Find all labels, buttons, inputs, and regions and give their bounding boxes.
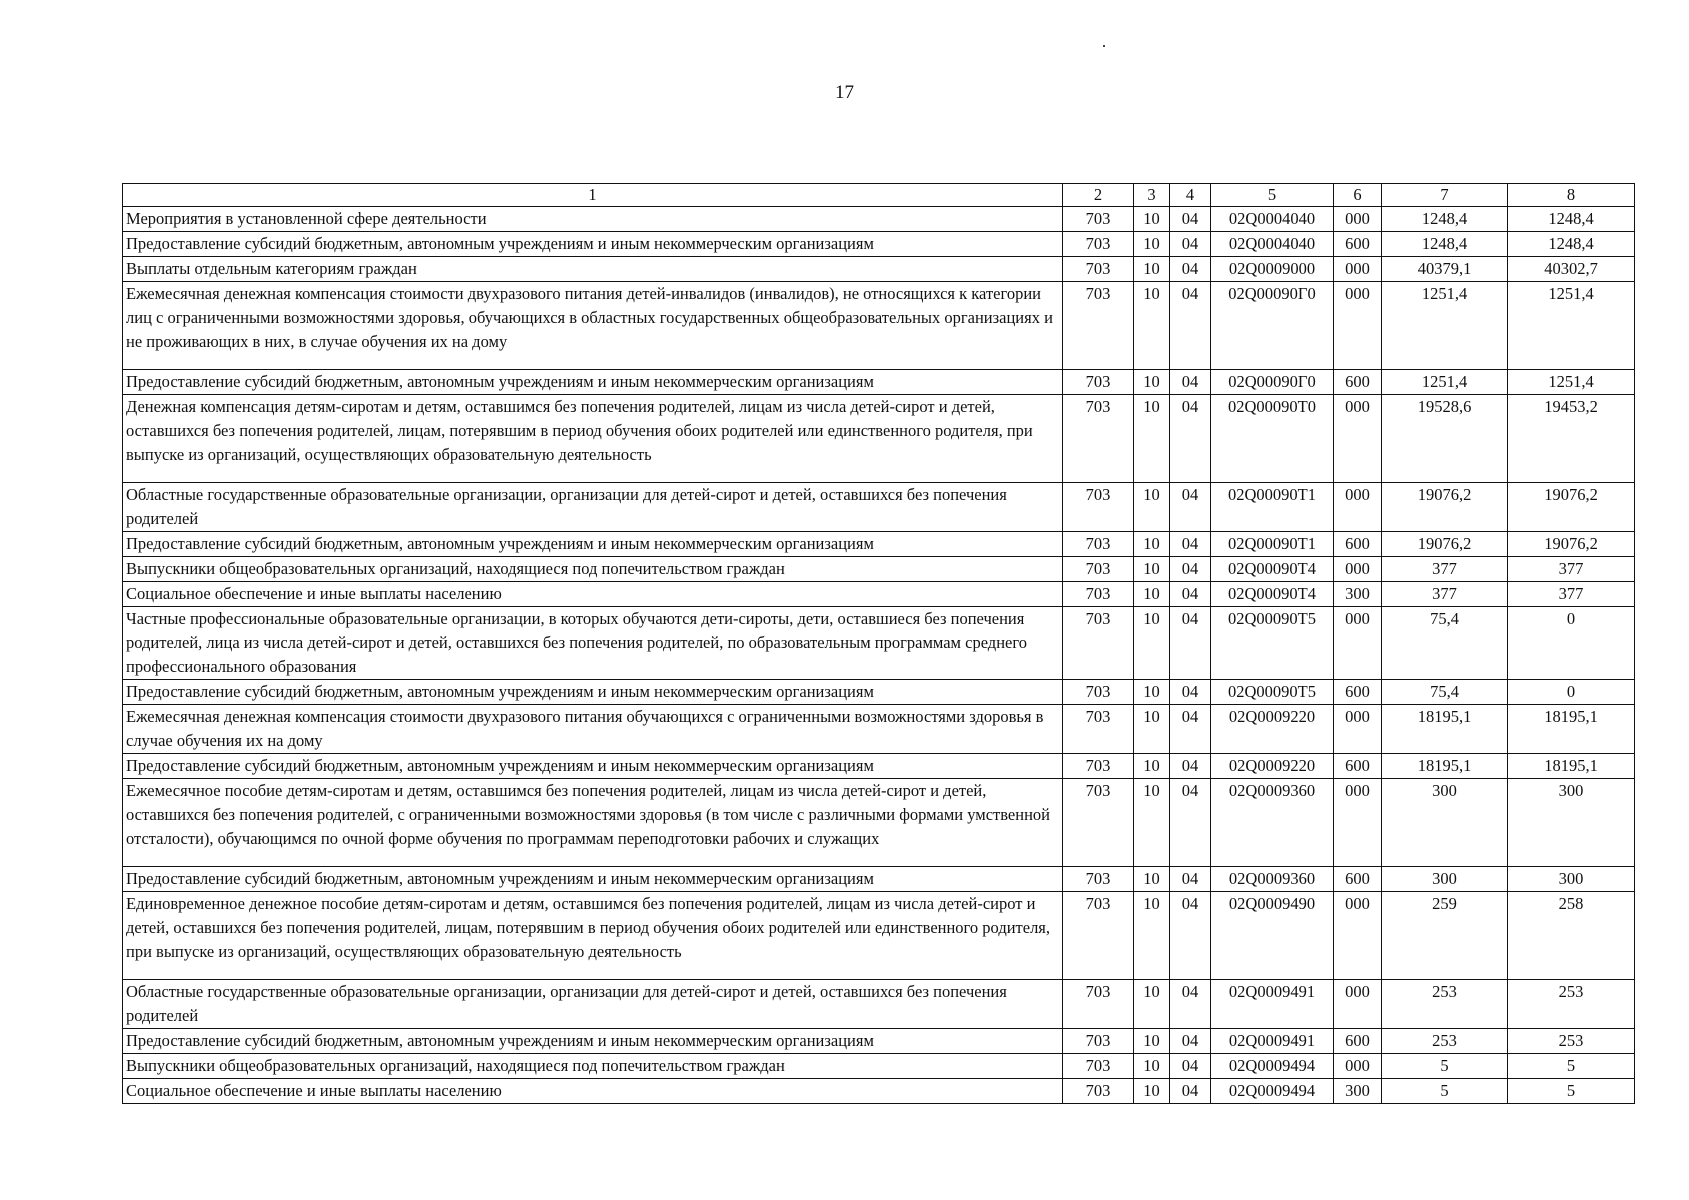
row-col2-cell: 703 (1063, 395, 1134, 483)
row-col4-cell: 04 (1170, 754, 1211, 779)
row-code-cell: 02Q00090Т1 (1211, 532, 1334, 557)
row-col3-cell: 10 (1134, 607, 1170, 680)
table-row (123, 532, 1635, 557)
stray-dot (1103, 45, 1105, 47)
row-col4-cell: 04 (1170, 980, 1211, 1029)
row-name-cell: Частные профессиональные образовательные организации, в которых обучаются дети-сироты, дети, оставшиеся без попечения родителей, лица из числа детей-сирот и детей, оставшихся без попечения родителей, по образовательным программам среднего профессионального образования (123, 607, 1063, 680)
row-name-cell: Ежемесячное пособие детям-сиротам и детям, оставшимся без попечения родителей, лицам из числа детей-сирот и детей, оставшихся без попечения родителей, с ограниченными возможностями здоровья (в том числе с различными формами умственной отсталости), обучающимся по очной форме обучения по программам переподготовки рабочих и служащих (123, 779, 1063, 867)
row-col8-cell: 377 (1508, 557, 1635, 582)
row-col3-cell: 10 (1134, 892, 1170, 980)
row-name-cell: Предоставление субсидий бюджетным, автономным учреждениям и иным некоммерческим организациям (123, 680, 1063, 705)
row-col7-cell: 75,4 (1382, 607, 1508, 680)
row-col8-cell: 377 (1508, 582, 1635, 607)
row-code-cell: 02Q0009360 (1211, 779, 1334, 867)
row-col3-cell: 10 (1134, 483, 1170, 532)
row-col2-cell: 703 (1063, 1079, 1134, 1104)
table-row (123, 207, 1635, 232)
row-code-cell: 02Q0009220 (1211, 705, 1334, 754)
row-col8-cell: 258 (1508, 892, 1635, 980)
table-row (123, 582, 1635, 607)
row-col8-cell: 40302,7 (1508, 257, 1635, 282)
row-col6-cell: 600 (1334, 754, 1382, 779)
row-col8-cell: 5 (1508, 1054, 1635, 1079)
row-col6-cell: 600 (1334, 232, 1382, 257)
row-col6-cell: 000 (1334, 705, 1382, 754)
row-code-cell: 02Q00090Г0 (1211, 282, 1334, 370)
row-col6-cell: 600 (1334, 867, 1382, 892)
row-name-cell: Предоставление субсидий бюджетным, автономным учреждениям и иным некоммерческим организациям (123, 1029, 1063, 1054)
row-code-cell: 02Q0009494 (1211, 1054, 1334, 1079)
row-col6-cell: 300 (1334, 582, 1382, 607)
row-code-cell: 02Q00090Г0 (1211, 370, 1334, 395)
row-col6-cell: 000 (1334, 607, 1382, 680)
row-name-cell: Предоставление субсидий бюджетным, автономным учреждениям и иным некоммерческим организациям (123, 532, 1063, 557)
row-col8-cell: 253 (1508, 980, 1635, 1029)
row-col4-cell: 04 (1170, 532, 1211, 557)
row-code-cell: 02Q0009491 (1211, 1029, 1334, 1054)
table-row (123, 557, 1635, 582)
row-col3-cell: 10 (1134, 1029, 1170, 1054)
row-col7-cell: 253 (1382, 1029, 1508, 1054)
row-col4-cell: 04 (1170, 867, 1211, 892)
row-col2-cell: 703 (1063, 1054, 1134, 1079)
row-name-cell: Предоставление субсидий бюджетным, автономным учреждениям и иным некоммерческим организациям (123, 754, 1063, 779)
row-col7-cell: 1251,4 (1382, 282, 1508, 370)
row-col8-cell: 0 (1508, 607, 1635, 680)
row-col3-cell: 10 (1134, 680, 1170, 705)
row-col2-cell: 703 (1063, 867, 1134, 892)
row-col2-cell: 703 (1063, 892, 1134, 980)
row-code-cell: 02Q00090Т4 (1211, 582, 1334, 607)
row-col8-cell: 19076,2 (1508, 483, 1635, 532)
row-col6-cell: 000 (1334, 779, 1382, 867)
row-col6-cell: 000 (1334, 282, 1382, 370)
row-name-cell: Единовременное денежное пособие детям-сиротам и детям, оставшимся без попечения родителей, лицам из числа детей-сирот и детей, оставшихся без попечения родителей, лицам, потерявшим в период обучения обоих родителей или единственного родителя, при выпуске из организаций, осуществляющих образовательную деятельность (123, 892, 1063, 980)
row-code-cell: 02Q0009360 (1211, 867, 1334, 892)
row-code-cell: 02Q0004040 (1211, 207, 1334, 232)
row-col6-cell: 000 (1334, 557, 1382, 582)
row-col8-cell: 1251,4 (1508, 370, 1635, 395)
row-col7-cell: 5 (1382, 1079, 1508, 1104)
row-col7-cell: 377 (1382, 557, 1508, 582)
row-col6-cell: 000 (1334, 395, 1382, 483)
row-col7-cell: 19076,2 (1382, 532, 1508, 557)
row-col7-cell: 75,4 (1382, 680, 1508, 705)
col-header-5: 5 (1211, 184, 1334, 207)
row-name-cell: Выпускники общеобразовательных организаций, находящиеся под попечительством граждан (123, 557, 1063, 582)
row-col3-cell: 10 (1134, 1054, 1170, 1079)
col-header-4: 4 (1170, 184, 1211, 207)
table-row (123, 705, 1635, 754)
row-col7-cell: 1248,4 (1382, 207, 1508, 232)
row-col7-cell: 300 (1382, 867, 1508, 892)
row-col6-cell: 600 (1334, 532, 1382, 557)
row-col7-cell: 253 (1382, 980, 1508, 1029)
row-name-cell: Предоставление субсидий бюджетным, автономным учреждениям и иным некоммерческим организациям (123, 370, 1063, 395)
row-col2-cell: 703 (1063, 754, 1134, 779)
table-row (123, 1054, 1635, 1079)
row-col8-cell: 19076,2 (1508, 532, 1635, 557)
row-col6-cell: 000 (1334, 483, 1382, 532)
row-name-cell: Социальное обеспечение и иные выплаты населению (123, 582, 1063, 607)
row-col4-cell: 04 (1170, 370, 1211, 395)
col-header-8: 8 (1508, 184, 1635, 207)
table-row (123, 892, 1635, 980)
row-col3-cell: 10 (1134, 395, 1170, 483)
row-code-cell: 02Q00090Т5 (1211, 680, 1334, 705)
row-col4-cell: 04 (1170, 557, 1211, 582)
row-col6-cell: 000 (1334, 892, 1382, 980)
row-col3-cell: 10 (1134, 980, 1170, 1029)
col-header-1: 1 (123, 184, 1063, 207)
row-col8-cell: 1251,4 (1508, 282, 1635, 370)
row-name-cell: Выплаты отдельным категориям граждан (123, 257, 1063, 282)
row-col7-cell: 19076,2 (1382, 483, 1508, 532)
row-col7-cell: 1251,4 (1382, 370, 1508, 395)
row-col2-cell: 703 (1063, 257, 1134, 282)
row-col8-cell: 5 (1508, 1079, 1635, 1104)
row-col7-cell: 5 (1382, 1054, 1508, 1079)
row-col4-cell: 04 (1170, 779, 1211, 867)
row-name-cell: Ежемесячная денежная компенсация стоимости двухразового питания детей-инвалидов (инвалидов), не относящихся к категории лиц с ограниченными возможностями здоровья, обучающихся в областных государственных общеобразовательных организациях и не проживающих в них, в случае обучения их на дому (123, 282, 1063, 370)
row-name-cell: Социальное обеспечение и иные выплаты населению (123, 1079, 1063, 1104)
row-name-cell: Выпускники общеобразовательных организаций, находящиеся под попечительством граждан (123, 1054, 1063, 1079)
row-col7-cell: 18195,1 (1382, 705, 1508, 754)
row-col2-cell: 703 (1063, 582, 1134, 607)
row-col3-cell: 10 (1134, 779, 1170, 867)
row-col4-cell: 04 (1170, 582, 1211, 607)
row-col7-cell: 19528,6 (1382, 395, 1508, 483)
row-col3-cell: 10 (1134, 754, 1170, 779)
row-col4-cell: 04 (1170, 257, 1211, 282)
table-row (123, 1079, 1635, 1104)
row-col8-cell: 253 (1508, 1029, 1635, 1054)
table-row (123, 483, 1635, 532)
row-code-cell: 02Q00090Т1 (1211, 483, 1334, 532)
row-code-cell: 02Q00090Т0 (1211, 395, 1334, 483)
row-col6-cell: 300 (1334, 1079, 1382, 1104)
row-col2-cell: 703 (1063, 607, 1134, 680)
row-col3-cell: 10 (1134, 582, 1170, 607)
row-col3-cell: 10 (1134, 867, 1170, 892)
row-col4-cell: 04 (1170, 207, 1211, 232)
row-col8-cell: 19453,2 (1508, 395, 1635, 483)
row-col7-cell: 18195,1 (1382, 754, 1508, 779)
row-col2-cell: 703 (1063, 282, 1134, 370)
row-name-cell: Областные государственные образовательные организации, организации для детей-сирот и детей, оставшихся без попечения родителей (123, 980, 1063, 1029)
row-col6-cell: 000 (1334, 980, 1382, 1029)
row-col2-cell: 703 (1063, 980, 1134, 1029)
budget-table (122, 183, 1635, 1104)
row-col4-cell: 04 (1170, 282, 1211, 370)
row-col3-cell: 10 (1134, 232, 1170, 257)
col-header-3: 3 (1134, 184, 1170, 207)
row-col4-cell: 04 (1170, 680, 1211, 705)
row-col4-cell: 04 (1170, 395, 1211, 483)
row-col7-cell: 259 (1382, 892, 1508, 980)
row-col4-cell: 04 (1170, 1079, 1211, 1104)
row-col7-cell: 40379,1 (1382, 257, 1508, 282)
row-col4-cell: 04 (1170, 892, 1211, 980)
row-col8-cell: 0 (1508, 680, 1635, 705)
row-col2-cell: 703 (1063, 483, 1134, 532)
row-code-cell: 02Q0009490 (1211, 892, 1334, 980)
row-col2-cell: 703 (1063, 232, 1134, 257)
row-col2-cell: 703 (1063, 557, 1134, 582)
row-code-cell: 02Q00090Т4 (1211, 557, 1334, 582)
table-row (123, 980, 1635, 1029)
row-col2-cell: 703 (1063, 370, 1134, 395)
row-col7-cell: 1248,4 (1382, 232, 1508, 257)
row-col8-cell: 1248,4 (1508, 232, 1635, 257)
table-row (123, 395, 1635, 483)
row-col6-cell: 600 (1334, 370, 1382, 395)
row-col6-cell: 600 (1334, 1029, 1382, 1054)
row-col8-cell: 18195,1 (1508, 705, 1635, 754)
row-col4-cell: 04 (1170, 607, 1211, 680)
table-row (123, 282, 1635, 370)
row-col3-cell: 10 (1134, 282, 1170, 370)
row-col3-cell: 10 (1134, 1079, 1170, 1104)
row-name-cell: Предоставление субсидий бюджетным, автономным учреждениям и иным некоммерческим организациям (123, 232, 1063, 257)
table-row (123, 232, 1635, 257)
table-row (123, 867, 1635, 892)
table-row (123, 370, 1635, 395)
row-col2-cell: 703 (1063, 532, 1134, 557)
row-name-cell: Ежемесячная денежная компенсация стоимости двухразового питания обучающихся с ограниченными возможностями здоровья в случае обучения их на дому (123, 705, 1063, 754)
row-col8-cell: 18195,1 (1508, 754, 1635, 779)
row-col4-cell: 04 (1170, 1029, 1211, 1054)
row-col2-cell: 703 (1063, 680, 1134, 705)
row-name-cell: Мероприятия в установленной сфере деятельности (123, 207, 1063, 232)
row-col3-cell: 10 (1134, 207, 1170, 232)
row-col8-cell: 300 (1508, 779, 1635, 867)
row-col6-cell: 000 (1334, 207, 1382, 232)
row-col4-cell: 04 (1170, 232, 1211, 257)
row-code-cell: 02Q0009220 (1211, 754, 1334, 779)
row-name-cell: Областные государственные образовательные организации, организации для детей-сирот и детей, оставшихся без попечения родителей (123, 483, 1063, 532)
row-code-cell: 02Q0009000 (1211, 257, 1334, 282)
col-header-2: 2 (1063, 184, 1134, 207)
col-header-6: 6 (1334, 184, 1382, 207)
row-col2-cell: 703 (1063, 1029, 1134, 1054)
header-row (123, 184, 1635, 207)
row-col7-cell: 377 (1382, 582, 1508, 607)
row-col3-cell: 10 (1134, 370, 1170, 395)
row-col3-cell: 10 (1134, 705, 1170, 754)
table-row (123, 607, 1635, 680)
row-code-cell: 02Q00090Т5 (1211, 607, 1334, 680)
row-code-cell: 02Q0009494 (1211, 1079, 1334, 1104)
row-col8-cell: 300 (1508, 867, 1635, 892)
row-code-cell: 02Q0004040 (1211, 232, 1334, 257)
row-col2-cell: 703 (1063, 207, 1134, 232)
row-col7-cell: 300 (1382, 779, 1508, 867)
row-name-cell: Предоставление субсидий бюджетным, автономным учреждениям и иным некоммерческим организациям (123, 867, 1063, 892)
table-row (123, 779, 1635, 867)
col-header-7: 7 (1382, 184, 1508, 207)
row-code-cell: 02Q0009491 (1211, 980, 1334, 1029)
table-row (123, 257, 1635, 282)
row-col3-cell: 10 (1134, 257, 1170, 282)
row-col3-cell: 10 (1134, 557, 1170, 582)
table-row (123, 680, 1635, 705)
table-row (123, 754, 1635, 779)
row-col8-cell: 1248,4 (1508, 207, 1635, 232)
row-col2-cell: 703 (1063, 779, 1134, 867)
row-col4-cell: 04 (1170, 705, 1211, 754)
row-col3-cell: 10 (1134, 532, 1170, 557)
row-col4-cell: 04 (1170, 483, 1211, 532)
row-col4-cell: 04 (1170, 1054, 1211, 1079)
row-col6-cell: 000 (1334, 1054, 1382, 1079)
row-col6-cell: 600 (1334, 680, 1382, 705)
row-col6-cell: 000 (1334, 257, 1382, 282)
row-name-cell: Денежная компенсация детям-сиротам и детям, оставшимся без попечения родителей, лицам из числа детей-сирот и детей, оставшихся без попечения родителей, лицам, потерявшим в период обучения обоих родителей или единственного родителя, при выпуске из организаций, осуществляющих образовательную деятельность (123, 395, 1063, 483)
table-row (123, 1029, 1635, 1054)
table-body (123, 207, 1635, 1104)
row-col2-cell: 703 (1063, 705, 1134, 754)
page-number: 17 (835, 82, 854, 103)
